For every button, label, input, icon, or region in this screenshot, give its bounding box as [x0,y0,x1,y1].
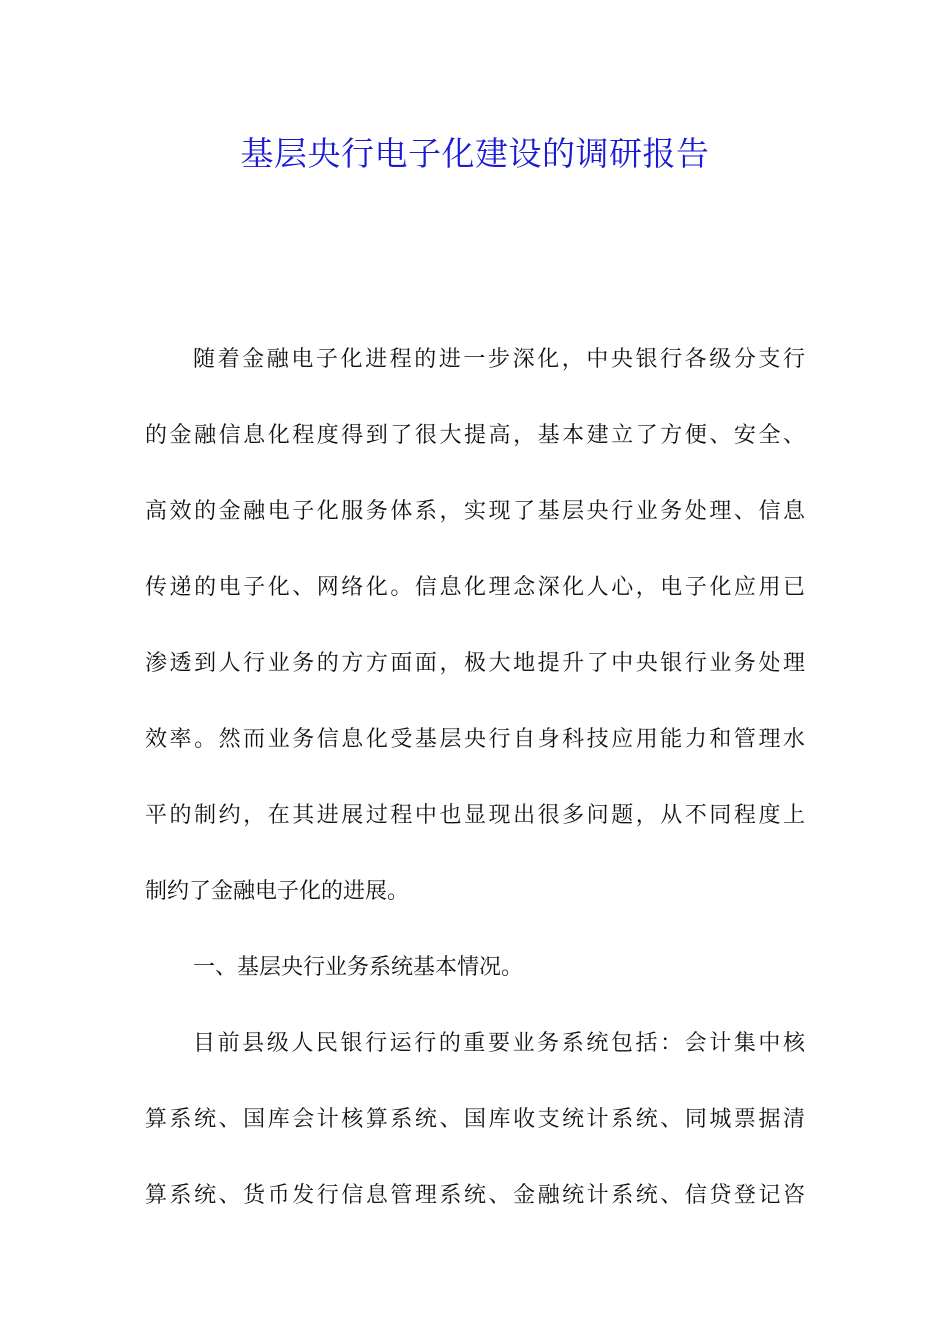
paragraph-1-line-1: 随着金融电子化进程的进一步深化，中央银行各级分支行 [193,347,805,372]
paragraph-1-line-8: 制约了金融电子化的进展。 [145,879,410,904]
paragraph-1-line-4: 传递的电子化、网络化。信息化理念深化人心，电子化应用已 [145,575,805,600]
paragraph-1-line-2: 的金融信息化程度得到了很大提高，基本建立了方便、安全、 [145,423,805,448]
paragraph-1-line-5: 渗透到人行业务的方方面面，极大地提升了中央银行业务处理 [145,651,805,676]
paragraph-3-line-3: 算系统、货币发行信息管理系统、金融统计系统、信贷登记咨 [145,1183,805,1208]
paragraph-3-line-1: 目前县级人民银行运行的重要业务系统包括：会计集中核 [193,1031,805,1056]
section-heading-1: 一、基层央行业务系统基本情况。 [193,955,524,980]
paragraph-1-line-3: 高效的金融电子化服务体系，实现了基层央行业务处理、信息 [145,499,805,524]
paragraph-1-line-6: 效率。然而业务信息化受基层央行自身科技应用能力和管理水 [145,727,805,752]
document-title: 基层央行电子化建设的调研报告 [240,134,710,173]
paragraph-1-line-7: 平的制约，在其进展过程中也显现出很多问题，从不同程度上 [145,803,805,828]
paragraph-3-line-2: 算系统、国库会计核算系统、国库收支统计系统、同城票据清 [145,1107,805,1132]
